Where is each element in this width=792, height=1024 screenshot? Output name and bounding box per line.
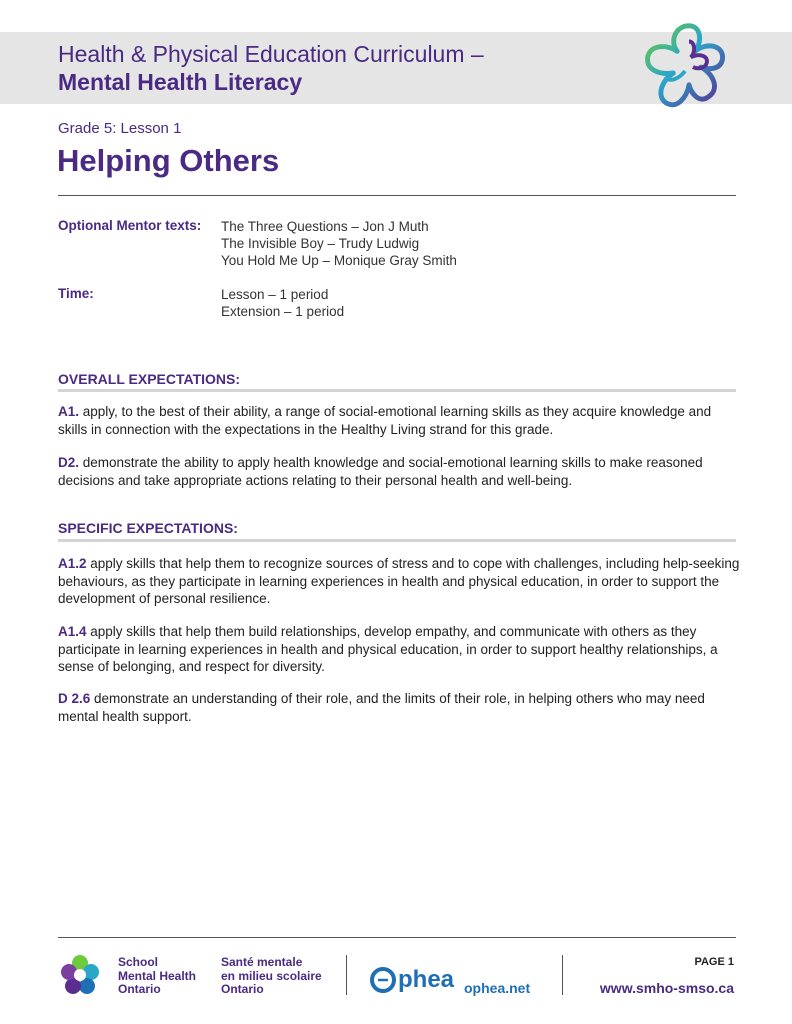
curriculum-title — [58, 40, 484, 96]
lesson-label: Grade 5: Lesson 1 — [58, 120, 182, 137]
page-title: Helping Others — [57, 143, 280, 178]
smho-english-name — [118, 956, 196, 997]
footer-separator — [562, 955, 563, 995]
smho-fr-line: Ontario — [221, 982, 264, 996]
time-list — [221, 286, 721, 320]
expectation-item — [58, 623, 740, 676]
expectation-item — [58, 454, 740, 489]
expectation-code: A1.2 — [58, 556, 87, 571]
ophea-link[interactable]: ophea.net — [464, 980, 531, 996]
page-number: PAGE 1 — [694, 956, 734, 968]
ophea-o-icon — [370, 967, 396, 993]
smho-fr-line: en milieu scolaire — [221, 968, 322, 983]
footer-divider — [58, 937, 736, 938]
expectation-text: apply skills that help them build relationships, develop empathy, and communicate with others as they participate in learning experiences in health and physical education, in order to support healthy relationships, a sense of belonging, and respect for diversity. — [58, 624, 718, 674]
website-link[interactable]: www.smho-smso.ca — [599, 980, 734, 996]
expectation-text: apply, to the best of their ability, a range of social-emotional learning skills as they acquire knowledge and skills in connection with the expectations in the Healthy Living strand for this grade. — [58, 404, 712, 437]
expectation-code: D2. — [58, 455, 80, 470]
time-item: Lesson – 1 period — [221, 287, 329, 302]
time-item: Extension – 1 period — [221, 304, 345, 319]
expectation-text: demonstrate an understanding of their role, and the limits of their role, in helping others who may need mental health support. — [58, 691, 705, 724]
smho-en-line: Mental Health — [118, 968, 197, 983]
ophea-wordmark: phea — [398, 966, 455, 993]
smho-en-line: School — [118, 955, 159, 969]
title-divider — [58, 195, 736, 196]
footer-separator — [346, 955, 347, 995]
expectation-code: A1.4 — [58, 624, 87, 639]
smho-french-name — [221, 956, 322, 997]
curriculum-title-line2: Mental Health Literacy — [58, 69, 303, 95]
ophea-logo — [370, 966, 454, 994]
expectation-text: apply skills that help them to recognize sources of stress and to cope with challenges, including help-seeking behaviours, as they participate in learning experiences in health and physical education, in order to support the development of personal resilience. — [58, 556, 740, 606]
smho-fr-line: Santé mentale — [221, 955, 303, 969]
expectation-code: A1. — [58, 404, 80, 419]
mentor-texts-list — [221, 218, 721, 269]
expectation-item — [58, 690, 740, 725]
expectation-code: D 2.6 — [58, 691, 91, 706]
overall-expectations-heading: OVERALL EXPECTATIONS: — [58, 371, 241, 387]
smho-small-flower-icon — [58, 953, 102, 997]
expectation-text: demonstrate the ability to apply health knowledge and social-emotional learning skills to make reasoned decisions and take appropriate actions relating to their personal health and well-being. — [58, 455, 703, 488]
time-label: Time: — [58, 286, 94, 301]
expectation-item — [58, 403, 740, 438]
smho-en-line: Ontario — [118, 982, 161, 996]
mentor-text-item: The Three Questions – Jon J Muth — [221, 219, 429, 234]
mentor-text-item: You Hold Me Up – Monique Gray Smith — [221, 253, 457, 268]
specific-expectations-rule — [58, 539, 736, 542]
mentor-text-item: The Invisible Boy – Trudy Ludwig — [221, 236, 420, 251]
specific-expectations-heading: SPECIFIC EXPECTATIONS: — [58, 520, 238, 536]
mentor-texts-label: Optional Mentor texts: — [58, 218, 202, 233]
smho-flower-logo-icon — [630, 12, 748, 130]
curriculum-title-line1: Health & Physical Education Curriculum – — [58, 41, 484, 67]
overall-expectations-rule — [58, 389, 736, 392]
expectation-item — [58, 555, 740, 608]
